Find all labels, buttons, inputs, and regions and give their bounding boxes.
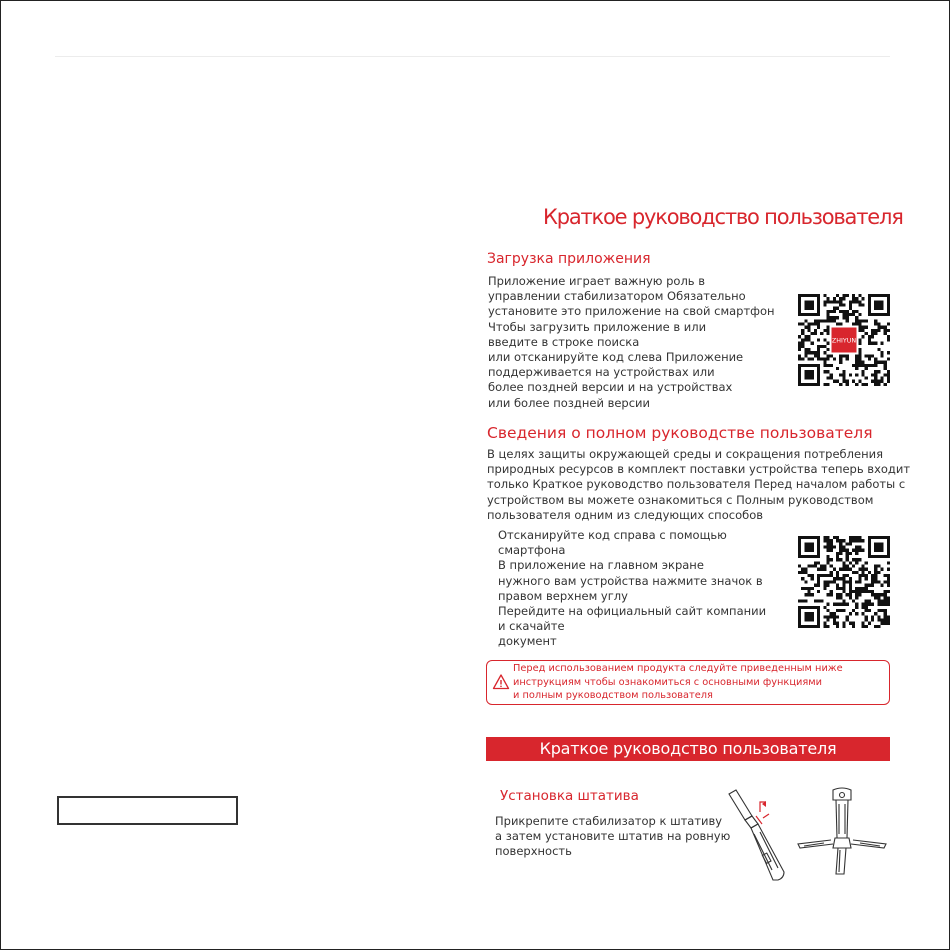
step-line: и скачайте <box>498 619 565 634</box>
warning-triangle-icon <box>492 673 510 691</box>
app-line: введите в строке поиска <box>488 334 640 349</box>
warning-line: Перед использованием продукта следуйте приведенным ниже <box>513 663 843 674</box>
app-line: более поздней версии и на устройствах <box>488 380 733 395</box>
app-line: Приложение играет важную роль в <box>488 274 706 288</box>
manual-qr-code-icon[interactable] <box>798 536 890 628</box>
tripod-heading: Установка штатива <box>500 788 639 804</box>
app-line: или отсканируйте код слева Приложение <box>488 349 744 364</box>
blank-label-box <box>57 796 238 825</box>
full-manual-line: В целях защиты окружающей среды и сокращения потребления <box>487 447 883 461</box>
full-manual-line: природных ресурсов в комплект поставки устройства теперь входит <box>487 462 911 477</box>
app-line: поддерживается на устройствах или <box>488 365 715 380</box>
app-line: управлении стабилизатором Обязательно <box>488 289 746 304</box>
warning-text <box>513 662 843 703</box>
app-download-heading: Загрузка приложения <box>487 251 651 267</box>
step-line: документ <box>498 634 557 649</box>
tripod-line: Прикрепите стабилизатор к штативу <box>495 814 723 828</box>
app-line: Чтобы загрузить приложение в или <box>488 319 707 334</box>
step-line: В приложение на главном экране <box>498 558 704 573</box>
tripod-text <box>495 814 731 860</box>
full-manual-line: устройством вы можете ознакомиться с Полным руководством <box>487 492 874 507</box>
full-manual-heading: Сведения о полном руководстве пользователя <box>487 424 873 442</box>
step-line: смартфона <box>498 543 566 558</box>
gimbal-handle-illustration-icon <box>726 788 792 883</box>
tripod-line: поверхность <box>495 844 572 859</box>
tripod-line: а затем установите штатив на ровную <box>495 829 731 844</box>
page-title: Краткое руководство пользователя <box>543 205 903 229</box>
full-manual-line: только Краткое руководство пользователя Перед началом работы с <box>487 477 906 492</box>
step-line: Перейдите на официальный сайт компании <box>498 603 767 618</box>
tripod-stand-illustration-icon <box>794 786 890 878</box>
warning-line: инструкциям чтобы ознакомиться с основными функциями <box>513 676 823 688</box>
warning-notice <box>486 660 890 705</box>
app-qr-code-icon[interactable] <box>798 294 890 386</box>
section-banner: Краткое руководство пользователя <box>486 737 890 761</box>
step-line: правом верхнем углу <box>498 588 628 603</box>
top-divider <box>55 56 890 57</box>
step-line: Отсканируйте код справа с помощью <box>498 528 727 542</box>
step-line: нужного вам устройства нажмите значок в <box>498 573 763 588</box>
warning-line: и полным руководством пользователя <box>513 690 713 701</box>
manual-steps-list <box>498 528 788 650</box>
app-download-text <box>488 274 778 411</box>
app-line: или более поздней версии <box>488 395 651 410</box>
qr-logo-text: ZHIYUN <box>831 337 857 345</box>
app-line: установите это приложение на свой смартфон <box>488 304 775 319</box>
full-manual-line: пользователя одним из следующих способов <box>487 507 764 522</box>
full-manual-text <box>487 447 911 523</box>
